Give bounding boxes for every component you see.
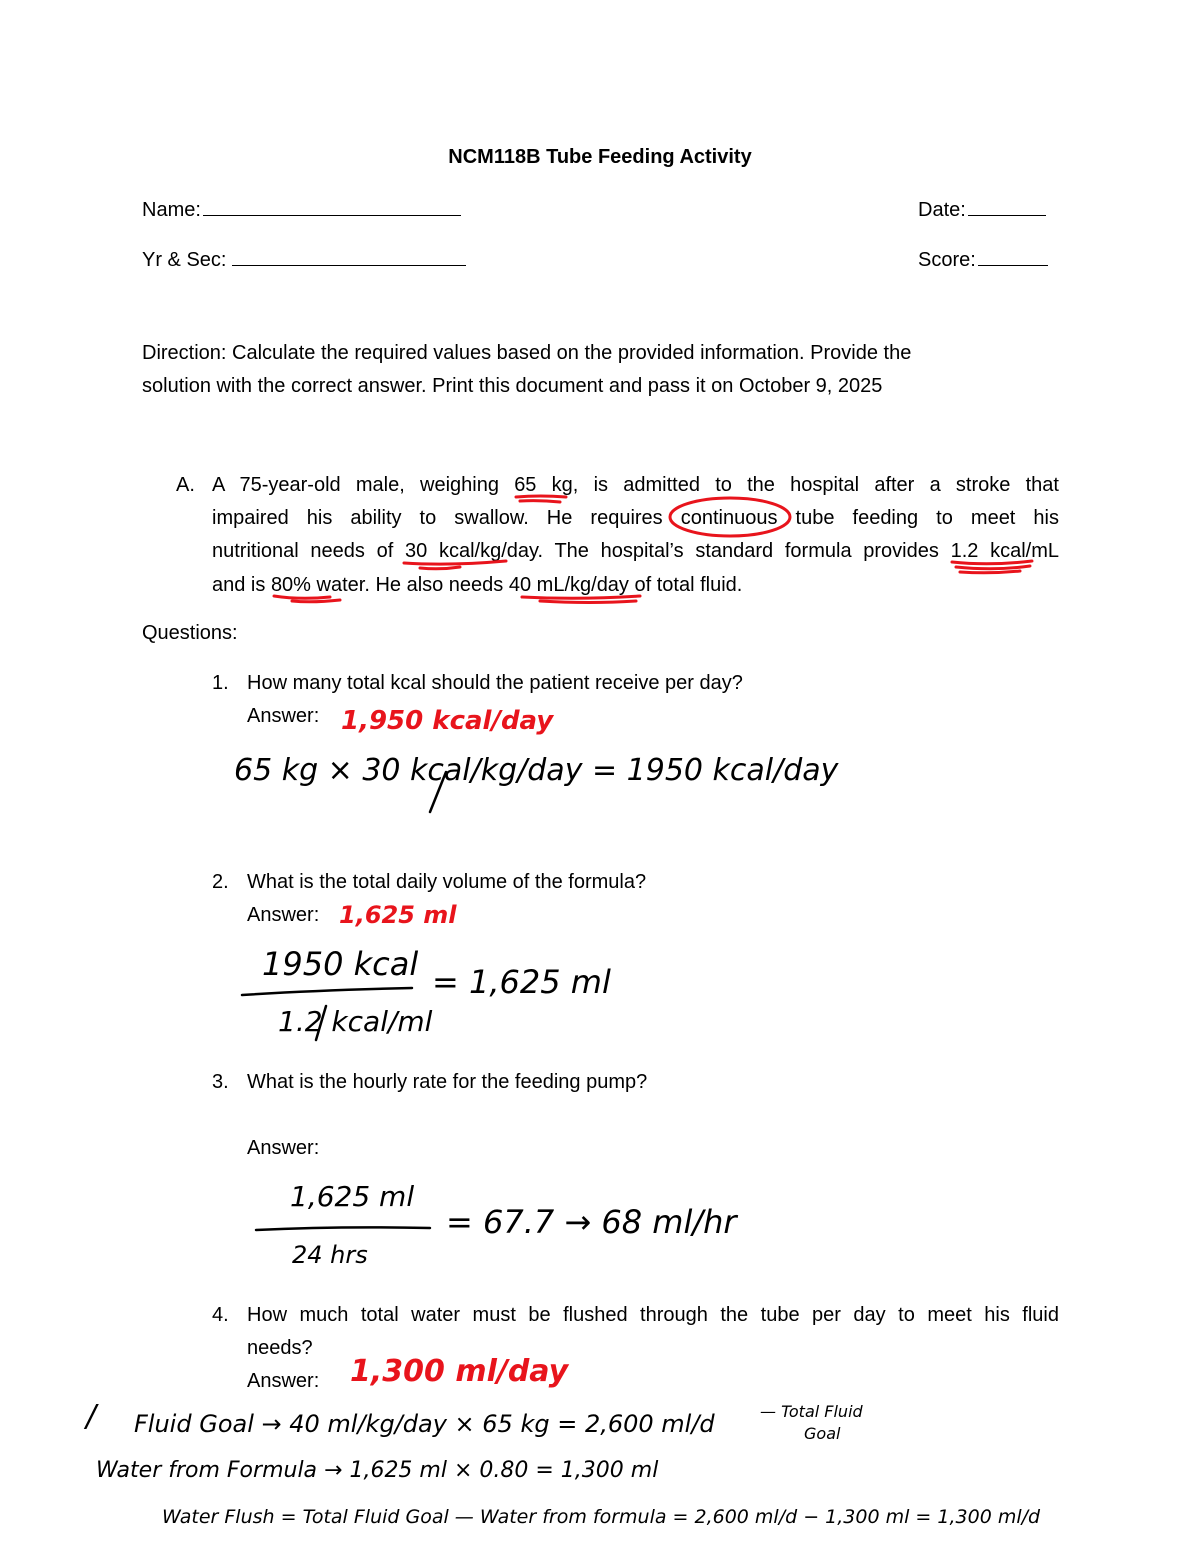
q1-number: 1. (212, 672, 229, 694)
q2-number: 2. (212, 871, 229, 893)
q1-text: How many total kcal should the patient receive per day? (247, 672, 743, 694)
q2-answer-label: Answer: (247, 904, 320, 926)
yrsec-label: Yr & Sec: (142, 249, 227, 271)
q4-work-note-2: Goal (804, 1424, 841, 1443)
q3-work-numerator: 1,625 ml (290, 1180, 415, 1213)
weight-value: 65 kg (514, 474, 573, 496)
name-field (142, 197, 461, 220)
yrsec-field (142, 247, 466, 270)
q2-work-denominator: 1.2 kcal/ml (278, 1005, 433, 1038)
continuous-word: continuous (680, 507, 778, 529)
q4-answer-label: Answer: (247, 1370, 320, 1392)
questions-heading: Questions: (142, 622, 238, 644)
underline-fluid-need (522, 596, 640, 603)
water-percent-value: 80% (270, 574, 311, 596)
score-line (978, 247, 1048, 266)
underline-kcal-need (404, 561, 506, 569)
name-line (203, 197, 461, 216)
q3-text: What is the hourly rate for the feeding pump? (247, 1071, 648, 1093)
q2-fraction-bar (242, 988, 412, 995)
score-field (918, 247, 1048, 270)
date-field (918, 197, 1046, 220)
date-label: Date: (918, 199, 966, 221)
direction-line-2: solution with the correct answer. Print this document and pass it on October 9, 2025 (142, 375, 883, 397)
q3-answer-label: Answer: (247, 1137, 320, 1159)
q1-answer: 1,950 kcal/day (341, 706, 554, 736)
kcal-need-value: 30 kcal/kg/ (405, 540, 507, 562)
q4-text-line-2: needs? (247, 1337, 313, 1359)
date-line (968, 197, 1046, 216)
q2-text: What is the total daily volume of the formula? (247, 871, 647, 893)
underline-weight (516, 496, 566, 502)
q3-number: 3. (212, 1071, 229, 1093)
q3-work-result: = 67.7 → 68 ml/hr (446, 1203, 737, 1241)
underline-formula-density (952, 561, 1032, 573)
q1-work: 65 kg × 30 kcal/kg/day = 1950 kcal/day (234, 753, 839, 788)
scenario-line-3: nutritional needs of 30 kcal/kg/day. The hospital’s standard formula provides 1.2 kcal/mL (212, 540, 1060, 562)
scenario-marker: A. (176, 474, 195, 496)
scenario-line-2: impaired his ability to swallow. He requires continuous tube feeding to meet his (212, 507, 1059, 529)
scenario-line-4: and is 80% water. He also needs 40 mL/kg/day of total fluid. (212, 574, 743, 596)
q4-answer: 1,300 ml/day (350, 1354, 569, 1389)
underline-water-percent (274, 596, 340, 602)
name-label: Name: (142, 199, 201, 221)
yrsec-line (232, 247, 466, 266)
q1-answer-label: Answer: (247, 705, 320, 727)
q4-work-line-2: Water from Formula → 1,625 ml × 0.80 = 1,300 ml (96, 1458, 659, 1483)
formula-density-value: 1.2 kcal/ (950, 540, 1032, 562)
q3-work-denominator: 24 hrs (292, 1241, 368, 1269)
q4-number: 4. (212, 1304, 229, 1326)
q3-fraction-bar (256, 1227, 430, 1230)
q2-answer: 1,625 ml (339, 901, 457, 929)
q2-work-numerator: 1950 kcal (262, 945, 419, 983)
score-label: Score: (918, 249, 976, 271)
q4-work-line-3: Water Flush = Total Fluid Goal — Water from formula = 2,600 ml/d − 1,300 ml = 1,300 ml/d (162, 1506, 1041, 1528)
direction-line-1: Direction: Calculate the required values based on the provided information. Provide the (142, 342, 912, 364)
scenario-line-1: A 75-year-old male, weighing 65 kg, is admitted to the hospital after a stroke that (212, 474, 1059, 496)
q4-work-marker: / (86, 1399, 97, 1434)
fluid-need-value: 40 mL/kg/ (508, 574, 597, 596)
q2-work-result: = 1,625 ml (432, 963, 611, 1001)
page-title: NCM118B Tube Feeding Activity (448, 146, 752, 168)
q4-text-line-1: How much total water must be flushed through the tube per day to meet his fluid (247, 1304, 1059, 1326)
q4-work-line-1: Fluid Goal → 40 ml/kg/day × 65 kg = 2,600 ml/d (134, 1410, 715, 1438)
q4-work-note-1: — Total Fluid (760, 1402, 863, 1421)
